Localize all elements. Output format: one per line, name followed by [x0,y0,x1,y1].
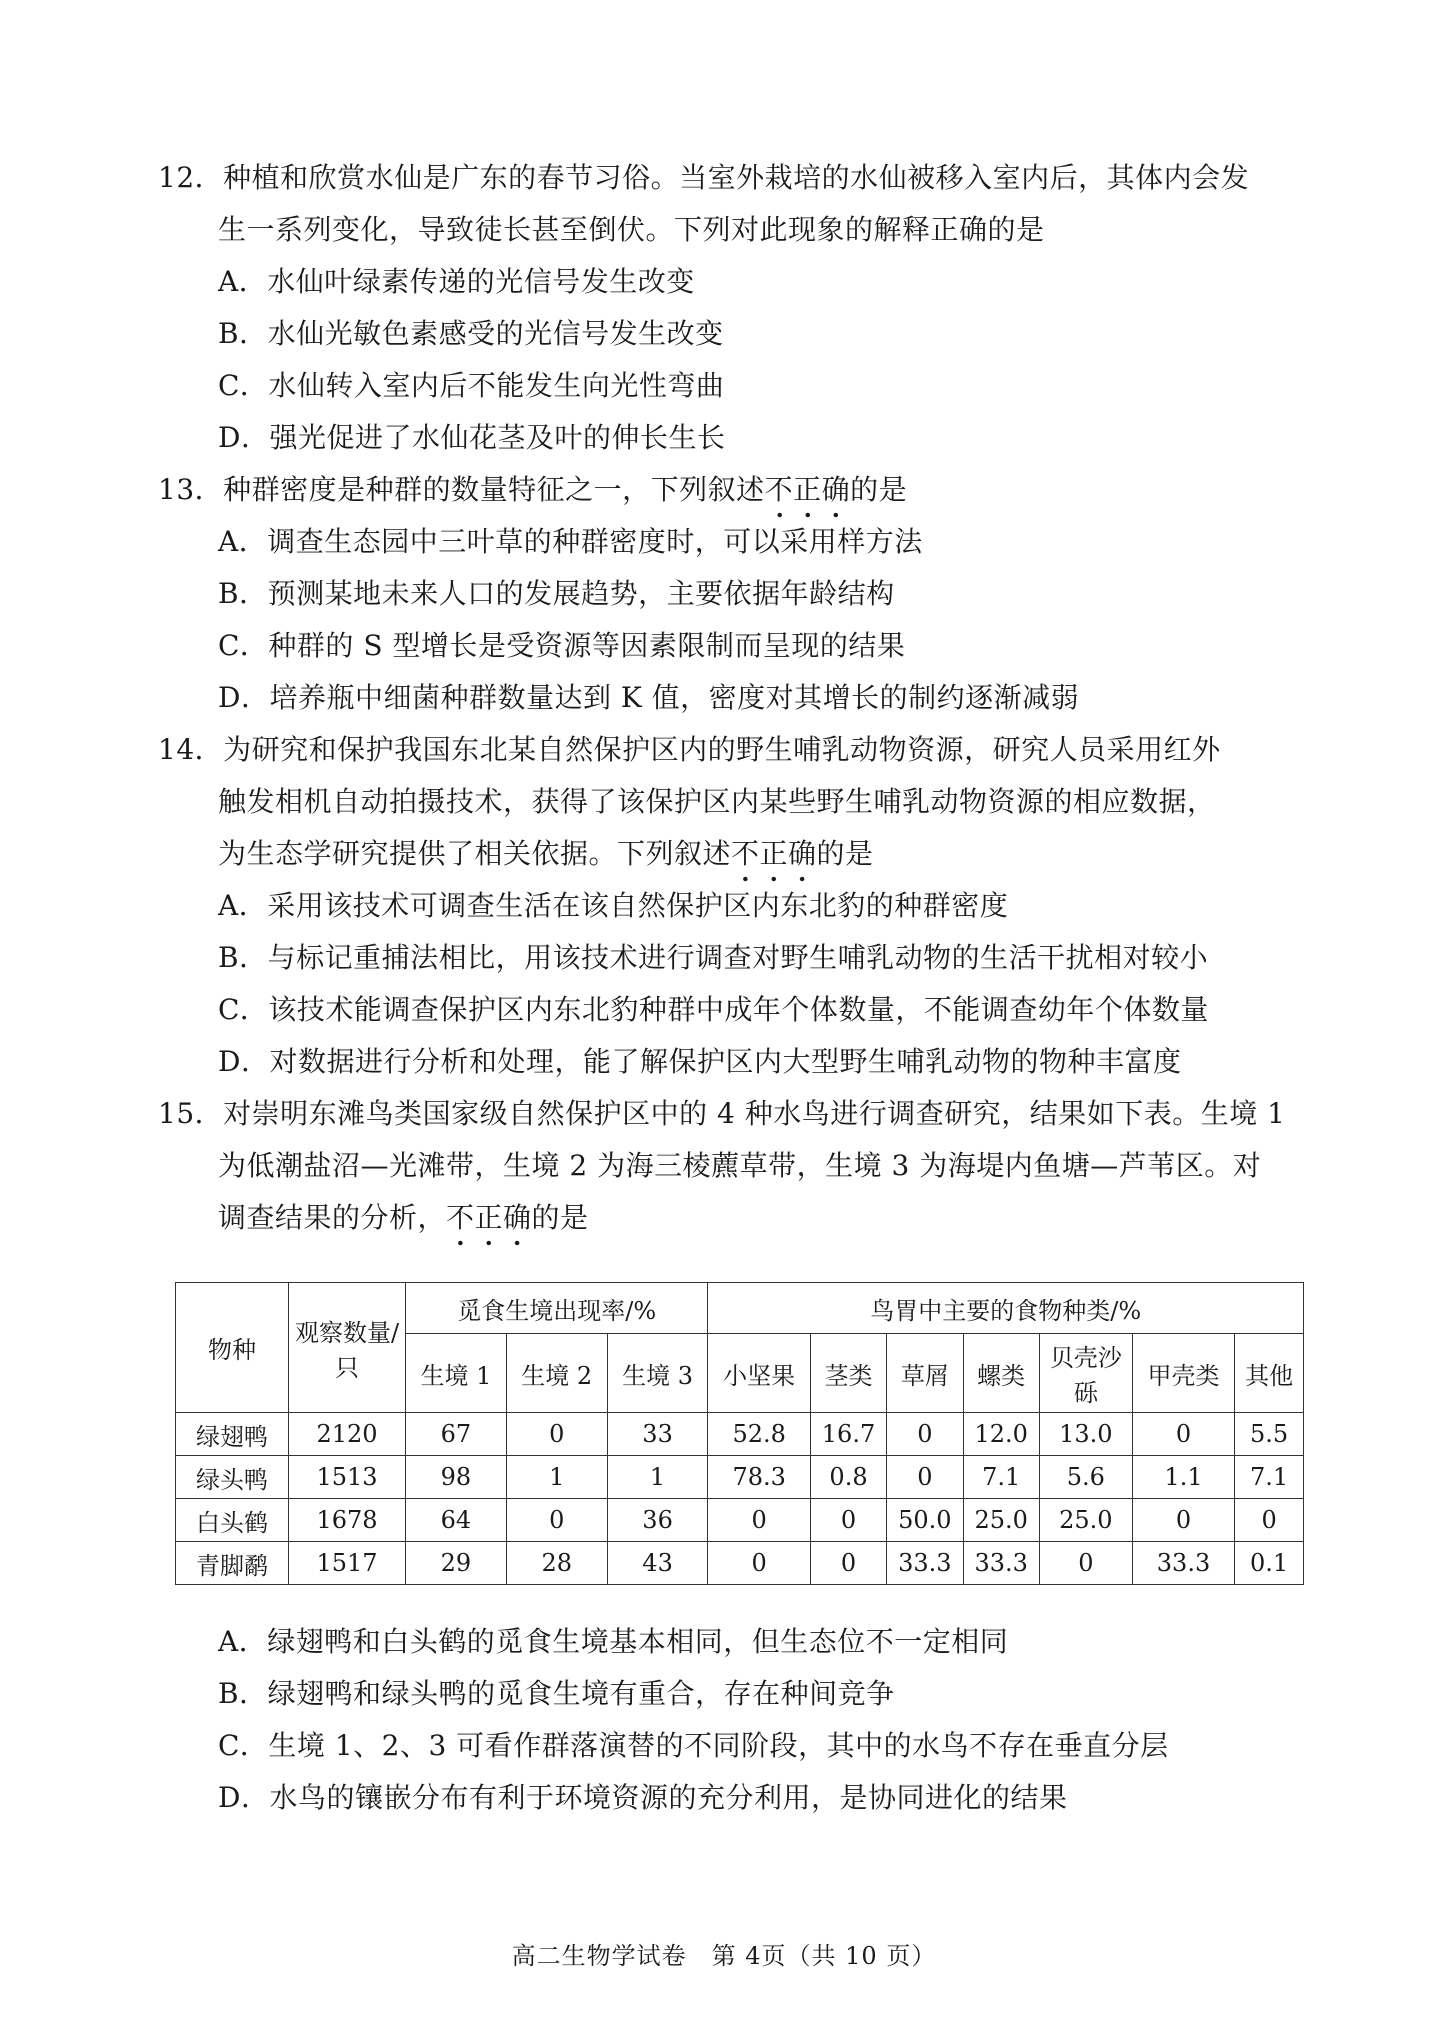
q12-option-d: D．强光促进了水仙花茎及叶的伸长生长 [218,421,726,454]
q13-stem [158,470,907,510]
q14-stem-line-3 [218,834,874,874]
table-cell: 0 [1039,1542,1132,1585]
table-cell: 绿头鸭 [176,1456,289,1499]
header-food-stems: 茎类 [810,1334,886,1413]
table-cell: 5.6 [1039,1456,1132,1499]
q12-option-a: A．水仙叶绿素传递的光信号发生改变 [218,265,695,298]
table-cell: 1 [607,1456,708,1499]
q13-emphasis: 不正确 [765,470,851,510]
header-habitat-1: 生境 1 [406,1334,507,1413]
table-row [176,1499,1304,1542]
q15-stem-line-3 [218,1198,589,1238]
table-cell: 36 [607,1499,708,1542]
table-header-row-1 [176,1283,1304,1334]
header-species: 物种 [176,1283,289,1413]
table-cell: 33 [607,1413,708,1456]
q14-stem-text: 为生态学研究提供了相关依据。下列叙述 [218,837,732,870]
header-food-grass: 草屑 [887,1334,963,1413]
table-cell: 5.5 [1235,1413,1304,1456]
q14-option-b: B．与标记重捕法相比，用该技术进行调查对野生哺乳动物的生活干扰相对较小 [218,941,1209,974]
q14-stem-end: 的是 [816,837,874,870]
q15-option-c: C．生境 1、2、3 可看作群落演替的不同阶段，其中的水鸟不存在垂直分层 [218,1729,1169,1762]
q13-stem-end: 的是 [850,473,908,506]
table-cell: 0.1 [1235,1542,1304,1585]
q15-stem-end: 的是 [531,1201,589,1234]
table-cell: 33.3 [963,1542,1039,1585]
table-cell: 12.0 [963,1413,1039,1456]
header-habitat-2: 生境 2 [506,1334,607,1413]
table-cell: 0 [708,1499,810,1542]
table-cell: 78.3 [708,1456,810,1499]
table-cell: 0 [506,1413,607,1456]
header-food-crustaceans: 甲壳类 [1132,1334,1234,1413]
table-cell: 43 [607,1542,708,1585]
waterbird-survey-table [175,1282,1304,1585]
q12-stem-line-2: 生一系列变化，导致徒长甚至倒伏。下列对此现象的解释正确的是 [218,213,1045,246]
q15-stem-text: 调查结果的分析， [218,1201,447,1234]
q14-emphasis: 不正确 [731,834,817,874]
header-habitat-3: 生境 3 [607,1334,708,1413]
q12-option-c: C．水仙转入室内后不能发生向光性弯曲 [218,369,725,402]
page-footer: 高二生物学试卷 第 4页（共 10 页） [511,1942,937,1970]
table-cell: 1.1 [1132,1456,1234,1499]
q13-option-d: D．培养瓶中细菌种群数量达到 K 值，密度对其增长的制约逐渐减弱 [218,681,1080,714]
header-food-group: 鸟胃中主要的食物种类/% [708,1283,1304,1334]
table-cell: 28 [506,1542,607,1585]
q12-stem-line-1: 12．种植和欣赏水仙是广东的春节习俗。当室外栽培的水仙被移入室内后，其体内会发 [158,161,1250,194]
q15-stem-line-2: 为低潮盐沼—光滩带，生境 2 为海三棱藨草带，生境 3 为海堤内鱼塘—芦苇区。对 [218,1149,1262,1182]
table-cell: 0 [810,1542,886,1585]
header-food-shell-gravel: 贝壳沙砾 [1039,1334,1132,1413]
table-cell: 52.8 [708,1413,810,1456]
header-food-snails: 螺类 [963,1334,1039,1413]
q13-stem-text: 13．种群密度是种群的数量特征之一，下列叙述 [158,473,765,506]
table-cell: 0 [887,1413,963,1456]
q15-stem-line-1: 15．对崇明东滩鸟类国家级自然保护区中的 4 种水鸟进行调查研究，结果如下表。生境 1 [158,1097,1286,1130]
table-cell: 0 [1132,1413,1234,1456]
table-cell: 50.0 [887,1499,963,1542]
q14-option-c: C．该技术能调查保护区内东北豹种群中成年个体数量，不能调查幼年个体数量 [218,993,1209,1026]
table-cell: 0.8 [810,1456,886,1499]
table-cell: 33.3 [887,1542,963,1585]
table-cell: 2120 [289,1413,406,1456]
table-cell: 0 [708,1542,810,1585]
table-cell: 绿翅鸭 [176,1413,289,1456]
q15-option-b: B．绿翅鸭和绿头鸭的觅食生境有重合，存在种间竞争 [218,1677,895,1710]
table-cell: 67 [406,1413,507,1456]
q15-option-d: D．水鸟的镶嵌分布有利于环境资源的充分利用，是协同进化的结果 [218,1781,1068,1814]
q13-option-b: B．预测某地未来人口的发展趋势，主要依据年龄结构 [218,577,895,610]
table-cell: 1 [506,1456,607,1499]
table-cell: 13.0 [1039,1413,1132,1456]
header-food-other: 其他 [1235,1334,1304,1413]
table-row [176,1542,1304,1585]
table-row [176,1456,1304,1499]
table-cell: 1517 [289,1542,406,1585]
table-cell: 青脚鹬 [176,1542,289,1585]
table-cell: 98 [406,1456,507,1499]
table-cell: 64 [406,1499,507,1542]
q14-stem-line-1: 14．为研究和保护我国东北某自然保护区内的野生哺乳动物资源，研究人员采用红外 [158,733,1221,766]
table-cell: 0 [506,1499,607,1542]
table-cell: 33.3 [1132,1542,1234,1585]
header-count: 观察数量/只 [289,1283,406,1413]
q14-option-a: A．采用该技术可调查生活在该自然保护区内东北豹的种群密度 [218,889,1009,922]
table-cell: 0 [1235,1499,1304,1542]
table-cell: 0 [1132,1499,1234,1542]
q12-option-b: B．水仙光敏色素感受的光信号发生改变 [218,317,724,350]
table-cell: 0 [887,1456,963,1499]
q14-stem-line-2: 触发相机自动拍摄技术，获得了该保护区内某些野生哺乳动物资源的相应数据， [218,785,1216,818]
table-cell: 16.7 [810,1413,886,1456]
header-habitat-group: 觅食生境出现率/% [406,1283,708,1334]
table-row [176,1413,1304,1456]
table-cell: 0 [810,1499,886,1542]
table-cell: 29 [406,1542,507,1585]
table-cell: 1513 [289,1456,406,1499]
table-cell: 白头鹤 [176,1499,289,1542]
q13-option-a: A．调查生态园中三叶草的种群密度时，可以采用样方法 [218,525,923,558]
table-cell: 1678 [289,1499,406,1542]
q15-option-a: A．绿翅鸭和白头鹤的觅食生境基本相同，但生态位不一定相同 [218,1625,1009,1658]
table-cell: 25.0 [963,1499,1039,1542]
q14-option-d: D．对数据进行分析和处理，能了解保护区内大型野生哺乳动物的物种丰富度 [218,1045,1182,1078]
table-cell: 7.1 [963,1456,1039,1499]
table-cell: 7.1 [1235,1456,1304,1499]
header-food-nuts: 小坚果 [708,1334,810,1413]
q15-emphasis: 不正确 [446,1198,532,1238]
table-cell: 25.0 [1039,1499,1132,1542]
q13-option-c: C．种群的 S 型增长是受资源等因素限制而呈现的结果 [218,629,906,662]
